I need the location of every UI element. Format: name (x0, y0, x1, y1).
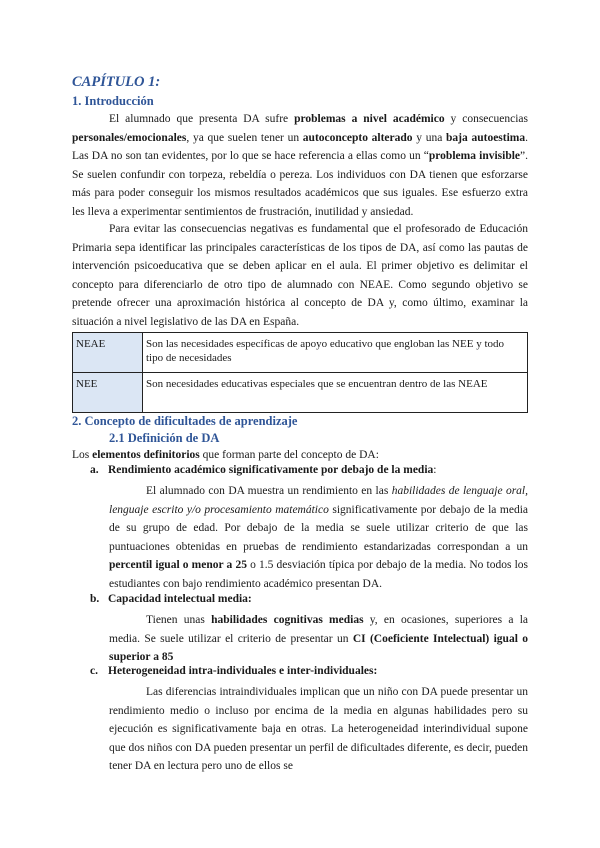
list-marker: b. (90, 593, 100, 605)
definition-intro: Los elementos definitorios que forman parte del concepto de DA: (72, 449, 379, 461)
list-item-a-heading: a. Rendimiento académico significativamente por debajo de la media: (90, 464, 437, 476)
glossary-table (72, 332, 528, 413)
chapter-title: CAPÍTULO 1: (72, 74, 161, 90)
section-heading-introduction: 1. Introducción (72, 94, 154, 108)
glossary-definition: Son las necesidades específicas de apoyo educativo que engloban las NEE y todo tipo de necesidades (143, 333, 528, 373)
intro-paragraph-1: El alumnado que presenta DA sufre problemas a nivel académico y consecuencias personales/emocionales, ya que suelen tener un autoconcepto alterado y una baja autoestima. Las DA no son tan evidentes, por lo que se hace referencia a ellas como un “problema invisible”. Se suelen confundir con torpeza, rebeldía o pereza. Los individuos con DA tienen que esforzarse más para poder conseguir los mismos resultados académicos que sus iguales. Ese esfuerzo extra les lleva a experimentar sentimientos de frustración, inutilidad y ansiedad. (72, 113, 529, 218)
list-item-b-text: Tienen unas habilidades cognitivas medias y, en ocasiones, superiores a la media. Se suele utilizar el criterio de presentar un CI (Coeficiente Intelectual) igual o superior a 85 (109, 614, 529, 663)
list-item-c-text: Las diferencias intraindividuales implican que un niño con DA puede presentar un rendimiento medio o incluso por encima de la media en algunas habilidades pero su ejecución es significativamente baja en otras. La heterogeneidad interindividual supone que dos niños con DA pueden presentar un perfil de dificultades diferente, es decir, pueden tener DA en lectura pero uno de ellos se (109, 686, 528, 772)
subsection-heading-definition: 2.1 Definición de DA (109, 431, 220, 445)
list-item-b-heading: b. Capacidad intelectual media: (90, 593, 252, 605)
intro-paragraph-2: Para evitar las consecuencias negativas es fundamental que el profesorado de Educación Primaria sepa identificar las principales características de los tipos de DA, así como las pautas de intervención psicoeducativa que se deben aplicar en el aula. El primer objetivo es delimitar el concepto para diferenciarlo de otro tipo de alumnado con NEAE. Como segundo objetivo se pretende ofrecer una aproximación histórica al concepto de DA y, como último, examinar la situación a nivel legislativo de las DA en España. (72, 223, 528, 328)
list-item-a-text: El alumnado con DA muestra un rendimiento en las habilidades de lenguaje oral, lenguaje escrito y/o procesamiento matemático significativamente por debajo de la media de su grupo de edad. Por debajo de la media se suele utilizar criterio de que las puntuaciones obtenidas en pruebas de rendimiento estandarizadas correspondan a un percentil igual o menor a 25 o 1.5 desviación típica por debajo de la media. No todos los estudiantes con bajo rendimiento académico presentan DA. (109, 485, 529, 590)
table-row (73, 333, 528, 373)
glossary-term: NEE (73, 373, 143, 413)
list-item-c-heading: c. Heterogeneidad intra-individuales e inter-individuales: (90, 665, 378, 677)
glossary-term: NEAE (73, 333, 143, 373)
section-heading-concept: 2. Concepto de dificultades de aprendizaje (72, 414, 298, 428)
list-marker: a. (90, 464, 99, 476)
table-row (73, 373, 528, 413)
list-marker: c. (90, 665, 98, 677)
glossary-definition: Son necesidades educativas especiales que se encuentran dentro de las NEAE (143, 373, 528, 413)
